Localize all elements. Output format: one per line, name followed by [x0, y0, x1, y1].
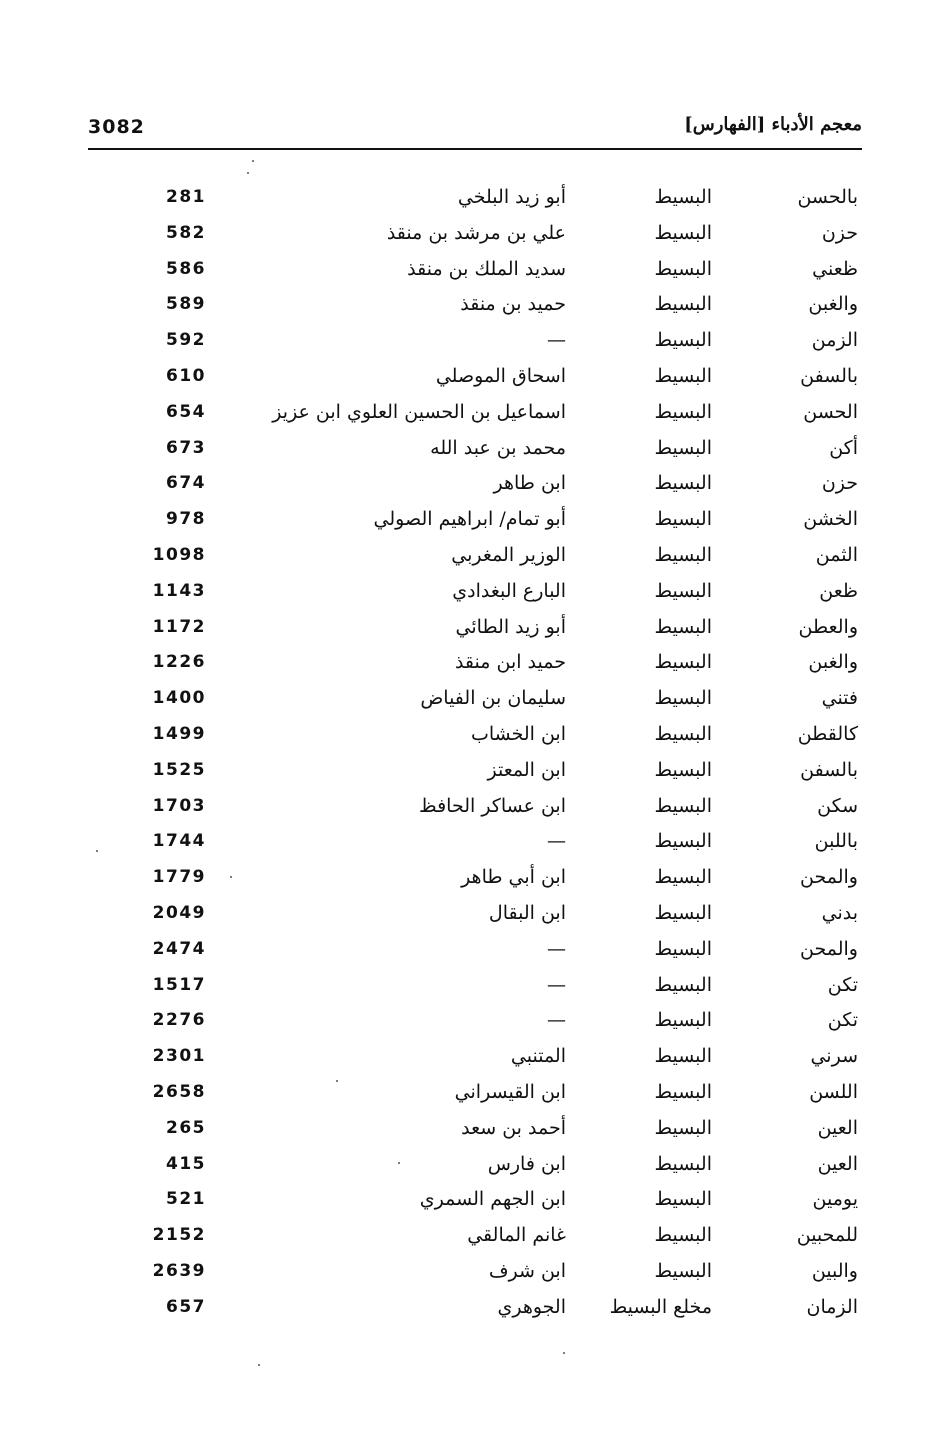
- scan-speck: [563, 1352, 565, 1354]
- poet-name: اسماعيل بن الحسين العلوي ابن عزيز: [272, 400, 566, 423]
- meter-name: البسيط: [654, 615, 712, 638]
- meter-name: البسيط: [654, 543, 712, 566]
- page-ref: 657: [166, 1296, 206, 1317]
- page-ref: 586: [166, 258, 206, 279]
- table-row: [0, 503, 932, 539]
- page-ref: 1172: [152, 616, 206, 637]
- page-ref: 521: [166, 1189, 206, 1210]
- poet-name: —: [547, 973, 566, 996]
- page-ref: 2639: [152, 1260, 206, 1281]
- page-ref: 610: [166, 365, 206, 386]
- scan-speck: [252, 160, 254, 162]
- meter-name: البسيط: [654, 293, 712, 316]
- poet-name: أبو زيد الطائي: [455, 615, 566, 638]
- poet-name: البارع البغدادي: [452, 579, 566, 602]
- rhyme-word: والمحن: [800, 937, 858, 960]
- table-row: [0, 1004, 932, 1040]
- rhyme-word: يومين: [812, 1188, 858, 1211]
- rhyme-word: أكن: [829, 436, 858, 459]
- rhyme-word: والغبن: [808, 293, 858, 316]
- meter-name: البسيط: [654, 651, 712, 674]
- scan-speck: [247, 172, 249, 174]
- meter-name: البسيط: [654, 1188, 712, 1211]
- rhyme-word: حزن: [821, 221, 858, 244]
- meter-name: البسيط: [654, 472, 712, 495]
- page-ref: 2152: [152, 1225, 206, 1246]
- table-row: [0, 1040, 932, 1076]
- table-row: [0, 611, 932, 647]
- table-row: [0, 646, 932, 682]
- table-row: [0, 360, 932, 396]
- rhyme-word: اللسن: [809, 1080, 858, 1103]
- table-row: [0, 682, 932, 718]
- meter-name: البسيط: [654, 186, 712, 208]
- page-number: 3082: [88, 116, 145, 138]
- poet-name: محمد بن عبد الله: [430, 436, 566, 459]
- meter-name: البسيط: [654, 722, 712, 745]
- rhyme-word: فتني: [821, 687, 858, 710]
- rhyme-word: باللبن: [814, 830, 858, 853]
- rhyme-word: سرني: [810, 1045, 858, 1068]
- table-row: [0, 432, 932, 468]
- poet-name: الجوهري: [497, 1295, 566, 1318]
- page-ref: 2474: [152, 938, 206, 959]
- page-ref: 582: [166, 222, 206, 243]
- table-row: [0, 754, 932, 790]
- meter-name: البسيط: [654, 400, 712, 423]
- table-row: [0, 1183, 932, 1219]
- meter-name: البسيط: [654, 1045, 712, 1068]
- rhyme-word: والعطن: [798, 615, 858, 638]
- rhyme-word: حزن: [821, 472, 858, 495]
- table-row: [0, 718, 932, 754]
- rhyme-word: والبين: [811, 1259, 858, 1282]
- rhyme-word: بالسفن: [800, 364, 858, 387]
- meter-name: البسيط: [654, 1009, 712, 1032]
- poet-name: ابن شرف: [488, 1259, 566, 1282]
- table-row: [0, 1112, 932, 1148]
- poet-name: سديد الملك بن منقذ: [407, 257, 566, 280]
- meter-name: البسيط: [654, 794, 712, 817]
- table-row: [0, 253, 932, 289]
- table-row: [0, 825, 932, 861]
- table-row: [0, 1255, 932, 1291]
- rhyme-word: ظعني: [812, 257, 858, 280]
- header-rule: [88, 148, 862, 150]
- meter-name: البسيط: [654, 758, 712, 781]
- scan-speck: [258, 1364, 260, 1366]
- rhyme-word: ظعن: [819, 579, 858, 602]
- poet-name: حميد بن منقذ: [460, 293, 566, 316]
- meter-name: البسيط: [654, 221, 712, 244]
- meter-name: مخلع البسيط: [609, 1295, 712, 1318]
- rhyme-word: الزمان: [806, 1295, 858, 1318]
- page-ref: 1744: [152, 831, 206, 852]
- poet-name: أحمد بن سعد: [461, 1116, 566, 1139]
- poet-name: المتنبي: [510, 1045, 566, 1068]
- table-row: [0, 790, 932, 826]
- table-row: [0, 1076, 932, 1112]
- poet-name: —: [547, 329, 566, 352]
- meter-name: البسيط: [654, 687, 712, 710]
- rhyme-word: تكن: [827, 1009, 858, 1032]
- poet-name: ابن عساكر الحافظ: [419, 794, 566, 817]
- page-ref: 978: [166, 509, 206, 530]
- page-ref: 1499: [152, 723, 206, 744]
- scan-speck: [230, 876, 232, 878]
- table-row: [0, 288, 932, 324]
- page-ref: 1779: [152, 867, 206, 888]
- poet-name: غانم المالقي: [467, 1224, 566, 1247]
- poet-name: علي بن مرشد بن منقذ: [386, 221, 566, 244]
- page-ref: 2301: [152, 1046, 206, 1067]
- page-ref: 589: [166, 294, 206, 315]
- running-title: معجم الأدباء [الفهارس]: [684, 114, 862, 135]
- poet-name: أبو زيد البلخي: [457, 186, 566, 208]
- rhyme-word: العين: [817, 1152, 858, 1175]
- rhyme-word: بالحسن: [797, 186, 858, 208]
- poet-name: ابن فارس: [487, 1152, 566, 1175]
- scan-speck: [96, 850, 98, 852]
- meter-name: البسيط: [654, 508, 712, 531]
- page-ref: 2276: [152, 1010, 206, 1031]
- page-ref: 265: [166, 1117, 206, 1138]
- poet-name: —: [547, 1009, 566, 1032]
- poet-name: ابن طاهر: [493, 472, 566, 495]
- meter-name: البسيط: [654, 937, 712, 960]
- poet-name: ابن أبي طاهر: [461, 866, 566, 889]
- table-row: [0, 217, 932, 253]
- poet-name: ابن القيسراني: [454, 1080, 566, 1103]
- poet-name: ابن الجهم السمري: [419, 1188, 566, 1211]
- poet-name: —: [547, 937, 566, 960]
- page-ref: 1143: [152, 580, 206, 601]
- page-ref: 415: [166, 1153, 206, 1174]
- poet-name: ابن البقال: [488, 901, 566, 924]
- poet-name: الوزير المغربي: [451, 543, 566, 566]
- poet-name: —: [547, 830, 566, 853]
- table-row: [0, 1291, 932, 1327]
- table-row: [0, 324, 932, 360]
- meter-name: البسيط: [654, 1224, 712, 1247]
- poet-name: حميد ابن منقذ: [454, 651, 566, 674]
- page-ref: 1226: [152, 652, 206, 673]
- page-ref: 1400: [152, 688, 206, 709]
- page-ref: 1517: [152, 974, 206, 995]
- page-ref: 1703: [152, 795, 206, 816]
- rhyme-word: الحسن: [803, 400, 858, 423]
- table-row: [0, 467, 932, 503]
- page-ref: 674: [166, 473, 206, 494]
- scan-speck: [336, 1080, 338, 1082]
- rhyme-word: الزمن: [811, 329, 858, 352]
- rhyme-word: للمحبين: [796, 1224, 858, 1247]
- meter-name: البسيط: [654, 866, 712, 889]
- rhyme-word: كالقطن: [797, 722, 858, 745]
- rhyme-word: الخشن: [803, 508, 858, 531]
- rhyme-word: سكن: [817, 794, 858, 817]
- table-row: [0, 933, 932, 969]
- page-header: [88, 116, 862, 146]
- poet-name: اسحاق الموصلي: [435, 364, 566, 387]
- page-ref: 281: [166, 187, 206, 207]
- page-ref: 592: [166, 330, 206, 351]
- table-row: [0, 969, 932, 1005]
- scan-speck: [398, 1162, 400, 1164]
- meter-name: البسيط: [654, 329, 712, 352]
- page-ref: 1525: [152, 759, 206, 780]
- meter-name: البسيط: [654, 1080, 712, 1103]
- meter-name: البسيط: [654, 830, 712, 853]
- meter-name: البسيط: [654, 257, 712, 280]
- rhyme-word: بدني: [821, 901, 858, 924]
- rhyme-word: والمحن: [800, 866, 858, 889]
- meter-name: البسيط: [654, 973, 712, 996]
- meter-name: البسيط: [654, 901, 712, 924]
- page-ref: 2658: [152, 1081, 206, 1102]
- rhyme-word: العين: [817, 1116, 858, 1139]
- index-table: [0, 181, 932, 1327]
- table-row: [0, 539, 932, 575]
- meter-name: البسيط: [654, 1116, 712, 1139]
- rhyme-word: الثمن: [815, 543, 858, 566]
- rhyme-word: والغبن: [808, 651, 858, 674]
- poet-name: سليمان بن الفياض: [420, 687, 566, 710]
- meter-name: البسيط: [654, 1259, 712, 1282]
- table-row: [0, 861, 932, 897]
- table-row: [0, 575, 932, 611]
- page-ref: 1098: [152, 544, 206, 565]
- meter-name: البسيط: [654, 364, 712, 387]
- poet-name: ابن المعتز: [487, 758, 566, 781]
- table-row: [0, 396, 932, 432]
- poet-name: أبو تمام/ ابراهيم الصولي: [373, 508, 566, 531]
- rhyme-word: تكن: [827, 973, 858, 996]
- meter-name: البسيط: [654, 579, 712, 602]
- table-row: [0, 897, 932, 933]
- table-row: [0, 1219, 932, 1255]
- table-row: [0, 181, 932, 217]
- meter-name: البسيط: [654, 1152, 712, 1175]
- poet-name: ابن الخشاب: [470, 722, 566, 745]
- meter-name: البسيط: [654, 436, 712, 459]
- page-ref: 2049: [152, 902, 206, 923]
- page-ref: 673: [166, 437, 206, 458]
- table-row: [0, 1148, 932, 1184]
- rhyme-word: بالسفن: [800, 758, 858, 781]
- page-ref: 654: [166, 401, 206, 422]
